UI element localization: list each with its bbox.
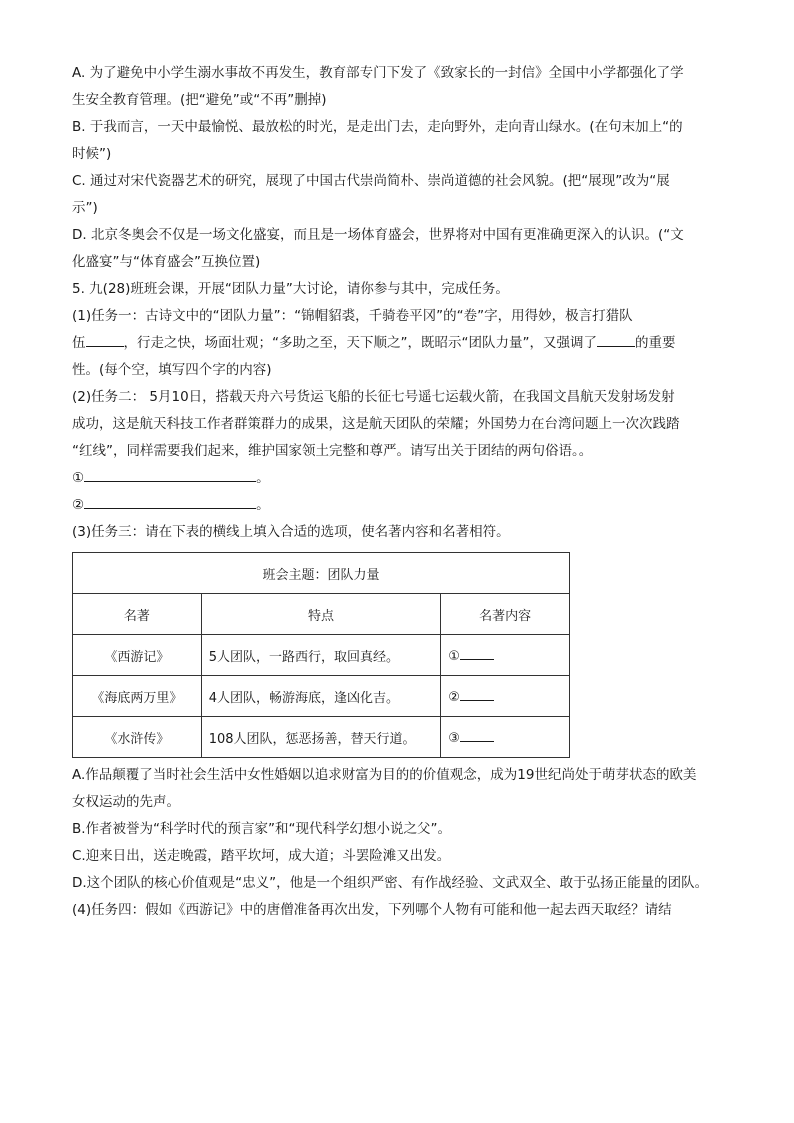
answer-cell [441,635,570,676]
option-b-line-1: B. 于我而言，一天中最愉悦、最放松的时光，是走出门去，走向野外，走向青山绿水。(在句末加上“的 [72,119,683,135]
book-table [72,552,570,758]
task3-intro: (3)任务三：请在下表的横线上填入合适的选项，使名著内容和名著相符。 [72,524,510,540]
answer-blank-2[interactable] [597,334,635,347]
table-caption-row [73,553,570,594]
book-title: 《水浒传》 [73,717,202,758]
header-content: 名著内容 [441,594,570,635]
option-d-line-2: 化盛宴”与“体育盛会”互换位置) [72,254,261,270]
option-d-line-1: D. 北京冬奥会不仅是一场文化盛宴，而且是一场体育盛会，世界将对中国有更准确更深入的认识。(“文 [72,227,684,243]
choice-c: C.迎来日出，送走晚霞，踏平坎坷，成大道；斗罢险滩又出发。 [72,848,451,864]
task1-line-3: 性。(每个空，填写四个字的内容) [72,362,272,378]
answer-blank[interactable] [460,688,494,701]
period-1: 。 [256,470,270,486]
proverb-blank-line-1 [72,469,724,496]
table-row [73,635,570,676]
task1-text-post: 的重要 [634,335,676,351]
task4-line-1: (4)任务四：假如《西游记》中的唐僧准备再次出发，下列哪个人物有可能和他一起去西天取经？请结 [72,902,672,918]
option-a-line-2: 生安全教育管理。(把“避免”或“不再”删掉) [72,92,327,108]
option-b-line-2: 时候”) [72,146,112,162]
header-feature: 特点 [201,594,440,635]
option-c-line-1: C. 通过对宋代瓷器艺术的研究，展现了中国古代崇尚简朴、崇尚道德的社会风貌。(把“展现”改为“展 [72,173,670,189]
table-caption: 班会主题：团队力量 [73,553,570,594]
choice-d: D.这个团队的核心价值观是“忠义”，他是一个组织严密、有作战经验、文武双全、敢于弘扬正能量的团队。 [72,875,709,891]
table-row [73,717,570,758]
choice-a-line-1: A.作品颠覆了当时社会生活中女性婚姻以追求财富为目的的价值观念，成为19世纪尚处于萌芽状态的欧美 [72,767,697,783]
answer-blank-1[interactable] [86,334,124,347]
answer-mark: ③ [448,730,460,746]
options-block [72,766,724,928]
answer-mark: ② [448,689,460,705]
task1-line-2 [72,334,724,361]
proverb-answer-2[interactable] [84,496,256,509]
task2-line-3: “红线”，同样需要我们起来，维护国家领土完整和尊严。请写出关于团结的两句俗语。。 [72,443,593,459]
book-feature: 108人团队，惩恶扬善，替天行道。 [201,717,440,758]
answer-blank[interactable] [460,647,494,660]
question-5-title: 5. 九(28)班班会课，开展“团队力量”大讨论，请你参与其中，完成任务。 [72,281,509,297]
answer-cell [441,676,570,717]
period-2: 。 [256,497,270,513]
book-title: 《海底两万里》 [73,676,202,717]
table-header-row [73,594,570,635]
choice-b: B.作者被誉为“科学时代的预言家”和“现代科学幻想小说之父”。 [72,821,452,837]
task2-line-2: 成功，这是航天科技工作者群策群力的成果，这是航天团队的荣耀；外国势力在台湾问题上一次次践踏 [72,416,680,432]
header-book: 名著 [73,594,202,635]
task1-line-1: (1)任务一：古诗文中的“团队力量”：“锦帽貂裘，千骑卷平冈”的“卷”字，用得妙，极言打猎队 [72,308,633,324]
proverb-answer-1[interactable] [84,469,256,482]
book-feature: 5人团队，一路西行，取回真经。 [201,635,440,676]
circle-number-1: ① [72,470,85,486]
book-title: 《西游记》 [73,635,202,676]
choice-a-line-2: 女权运动的先声。 [72,794,180,810]
task2-line-1: (2)任务二： 5月10日，搭载天舟六号货运飞船的长征七号遥七运载火箭，在我国文昌航天发射场发射 [72,389,675,405]
option-a-line-1: A. 为了避免中小学生溺水事故不再发生，教育部专门下发了《致家长的一封信》全国中小学都强化了学 [72,65,684,81]
proverb-blank-line-2 [72,496,724,523]
answer-mark: ① [448,648,460,664]
book-feature: 4人团队，畅游海底，逢凶化吉。 [201,676,440,717]
table-row [73,676,570,717]
answer-blank[interactable] [460,729,494,742]
task1-text-pre: 伍 [72,335,86,351]
document-page [72,64,724,928]
option-c-line-2: 示”) [72,200,98,216]
circle-number-2: ② [72,497,85,513]
task1-text-mid: ，行走之快，场面壮观；“多助之至，天下顺之”，既昭示“团队力量”，又强调了 [123,335,597,351]
answer-cell [441,717,570,758]
